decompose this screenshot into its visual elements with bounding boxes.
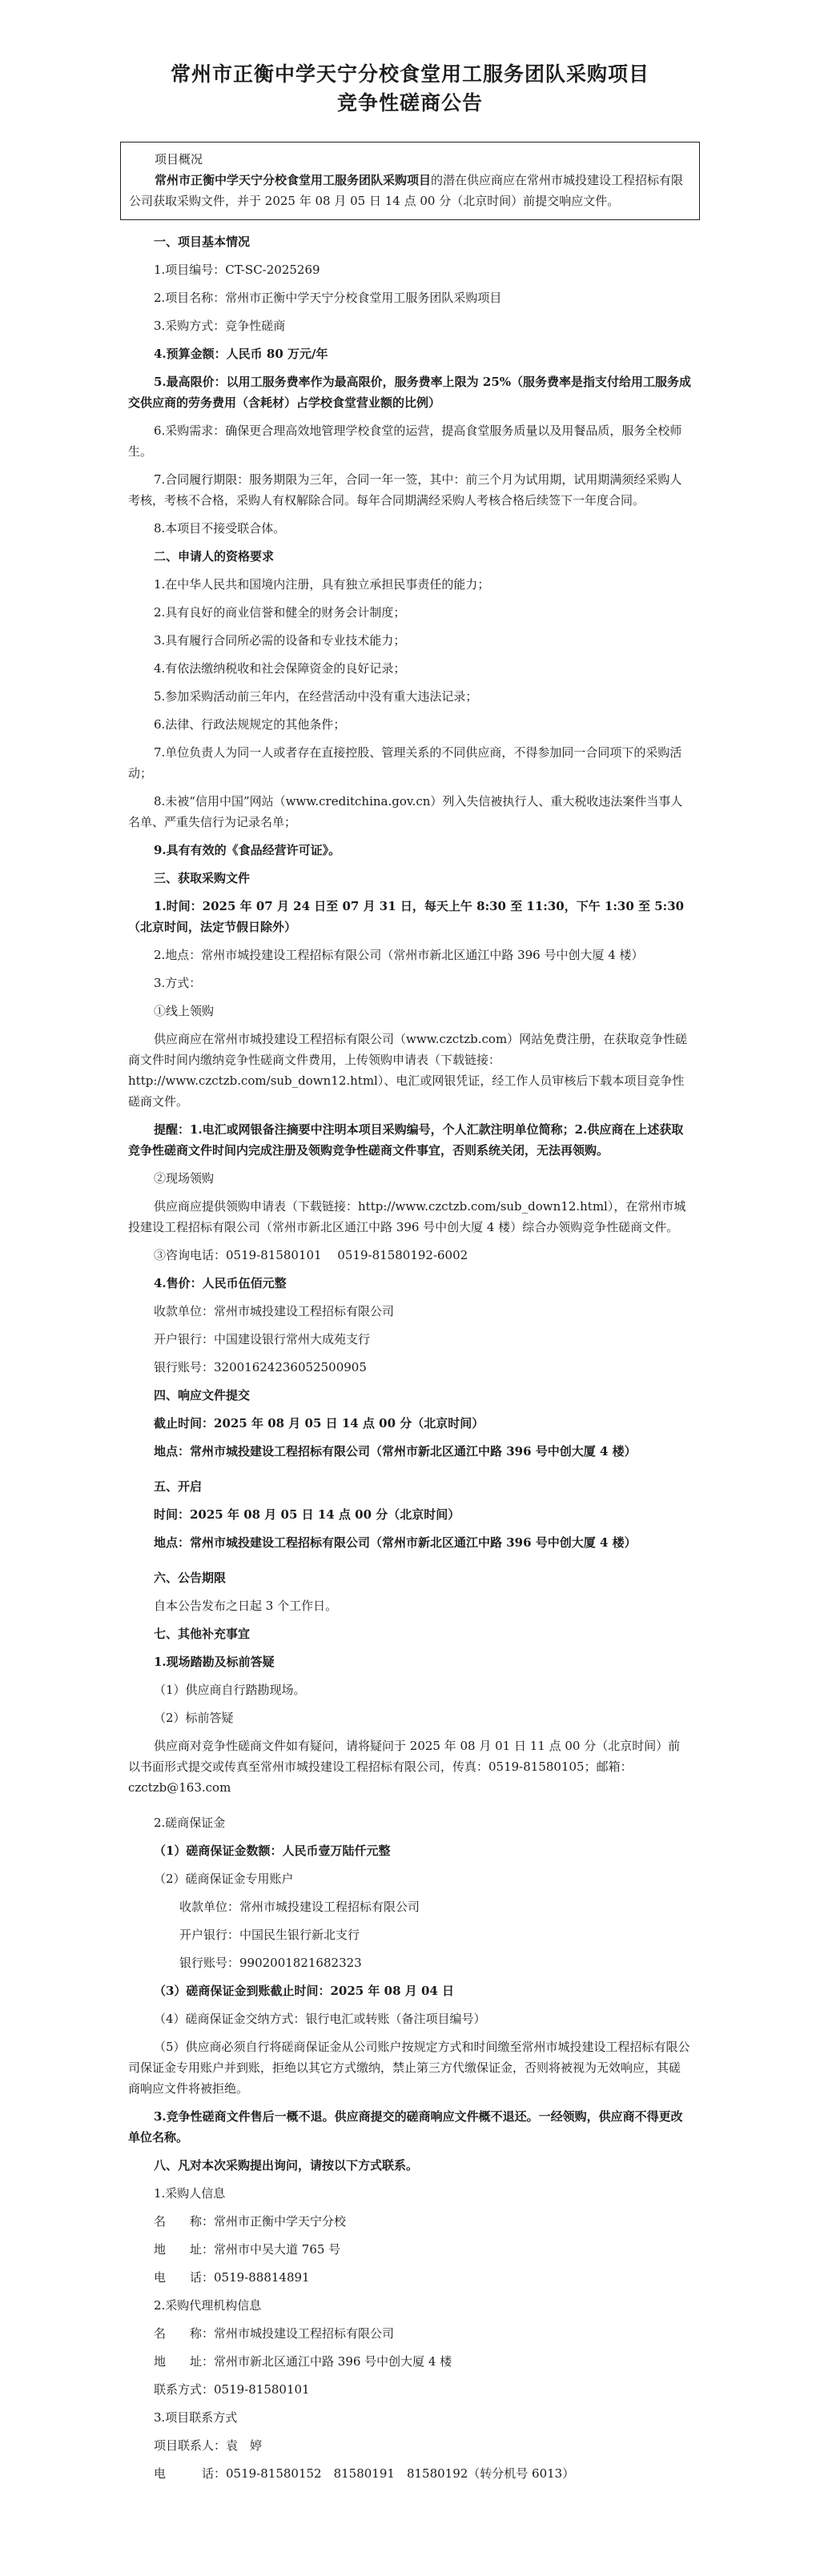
paragraph: ③咨询电话：0519-81580101 0519-81580192-6002: [154, 1248, 468, 1262]
paragraph: 供应商应提供领购申请表（下载链接：http://www.czctzb.com/sub_down12.html），在常州市城投建设工程招标有限公司（常州市新北区通江中路 396 号中创大厦 4 楼）综合办领购竞争性磋商文件。: [128, 1199, 686, 1234]
section-heading: 一、项目基本情况: [154, 235, 251, 249]
paragraph: 8.未被“信用中国”网站（www.creditchina.gov.cn）列入失信被执行人、重大税收违法案件当事人名单、严重失信行为记录名单；: [128, 794, 683, 829]
paragraph: 时间：2025 年 08 月 05 日 14 点 00 分（北京时间）: [154, 1507, 460, 1522]
paragraph: （2）标前答疑: [154, 1711, 234, 1725]
paragraph: 地点：常州市城投建设工程招标有限公司（常州市新北区通江中路 396 号中创大厦 4 楼）: [154, 1535, 637, 1550]
paragraph: 1.项目编号：CT-SC-2025269: [154, 263, 320, 277]
announcement-body: [120, 231, 700, 2484]
paragraph: 提醒：1.电汇或网银备注摘要中注明本项目采购编号，个人汇款注明单位简称；2.供应商在上述获取竞争性磋商文件时间内完成注册及领购竞争性磋商文件事宜，否则系统关闭，无法再领购。: [128, 1122, 684, 1158]
section-heading: 四、响应文件提交: [154, 1388, 251, 1402]
paragraph: 5.最高限价：以用工服务费率作为最高限价，服务费率上限为 25%（服务费率是指支付给用工服务成交供应商的劳务费用（含耗材）占学校食堂营业额的比例）: [128, 375, 692, 410]
section-heading: 三、获取采购文件: [154, 871, 251, 885]
paragraph: 供应商对竞争性磋商文件如有疑问，请将疑问于 2025 年 08 月 01 日 11 点 00 分（北京时间）前以书面形式提交或传真至常州市城投建设工程招标有限公司，传真：0519-81580105；邮箱：czctzb@163.com: [128, 1739, 681, 1795]
paragraph: 4.有依法缴纳税收和社会保障资金的良好记录；: [154, 661, 406, 676]
section-heading: 八、凡对本次采购提出询问，请按以下方式联系。: [154, 2158, 419, 2173]
contact-line: 名 称：常州市城投建设工程招标有限公司: [154, 2326, 395, 2341]
paragraph: （1）磋商保证金数额：人民币壹万陆仟元整: [154, 1844, 391, 1858]
paragraph: 1.现场踏勘及标前答疑: [154, 1655, 275, 1669]
overview-text-end: 前提交响应文件。: [523, 194, 620, 208]
paragraph: 银行账号：9902001821682323: [179, 1956, 362, 1970]
paragraph: （1）供应商自行踏勘现场。: [154, 1683, 306, 1697]
contact-line: 联系方式：0519-81580101: [154, 2382, 310, 2397]
paragraph: 3.具有履行合同所必需的设备和专业技术能力；: [154, 633, 406, 648]
paragraph: （4）磋商保证金交纳方式：银行电汇或转账（备注项目编号）: [154, 2012, 486, 2026]
paragraph: 9.具有有效的《食品经营许可证》。: [154, 843, 341, 857]
paragraph: 收款单位：常州市城投建设工程招标有限公司: [154, 1304, 395, 1318]
paragraph: 2.项目名称：常州市正衡中学天宁分校食堂用工服务团队采购项目: [154, 291, 502, 305]
paragraph: 供应商应在常州市城投建设工程招标有限公司（www.czctzb.com）网站免费注册，在获取竞争性磋商文件时间内缴纳竞争性磋商文件费用，上传领购申请表（下载链接：http://www.czctzb.com/sub_down12.html）、电汇或网银凭证，经工作人员审核后下载本项目竞争性磋商文件。: [128, 1032, 688, 1109]
overview-text-mid: 的潜在供应商应在常州市城投建设工程招标有限公司获取采购文件，并于 2025 年 08 月 05 日 14 点 00 分（北京时间）: [129, 173, 684, 208]
paragraph: 收款单位：常州市城投建设工程招标有限公司: [179, 1900, 420, 1914]
paragraph: 1.时间：2025 年 07 月 24 日至 07 月 31 日，每天上午 8:30 至 11:30，下午 1:30 至 5:30（北京时间，法定节假日除外）: [128, 899, 685, 934]
paragraph: 2.地点：常州市城投建设工程招标有限公司（常州市新北区通江中路 396 号中创大厦 4 楼）: [154, 948, 644, 962]
paragraph: 开户银行：中国民生银行新北支行: [179, 1928, 360, 1942]
paragraph: 3.采购方式：竞争性磋商: [154, 319, 286, 333]
paragraph: 地点：常州市城投建设工程招标有限公司（常州市新北区通江中路 396 号中创大厦 4 楼）: [154, 1444, 637, 1459]
paragraph: 自本公告发布之日起 3 个工作日。: [154, 1599, 338, 1613]
contact-line: 电 话：0519-81580152 81580191 81580192（转分机号 6013）: [154, 2466, 575, 2481]
section-heading: 五、开启: [154, 1479, 203, 1494]
contact-line: 电 话：0519-88814891: [154, 2270, 310, 2285]
title-line-2: 竞争性磋商公告: [336, 91, 483, 114]
contact-line: 项目联系人：袁 婷: [154, 2438, 263, 2453]
paragraph: 1.在中华人民共和国境内注册，具有独立承担民事责任的能力；: [154, 577, 490, 592]
contact-line: 地 址：常州市中吴大道 765 号: [154, 2242, 341, 2257]
title-line-1: 常州市正衡中学天宁分校食堂用工服务团队采购项目: [170, 62, 649, 86]
paragraph: （3）磋商保证金到账截止时间：2025 年 08 月 04 日: [154, 1984, 455, 1998]
contact-line: 地 址：常州市新北区通江中路 396 号中创大厦 4 楼: [154, 2354, 452, 2369]
paragraph: ①线上领购: [154, 1004, 215, 1018]
paragraph: 6.法律、行政法规规定的其他条件；: [154, 717, 346, 732]
paragraph: 3.竞争性磋商文件售后一概不退。供应商提交的磋商响应文件概不退还。一经领购，供应商不得更改单位名称。: [128, 2109, 683, 2145]
contact-line: 名 称：常州市正衡中学天宁分校: [154, 2214, 347, 2229]
paragraph: （2）磋商保证金专用账户: [154, 1872, 294, 1886]
paragraph: 银行账号：32001624236052500905: [154, 1360, 367, 1374]
section-heading: 七、其他补充事宜: [154, 1627, 251, 1641]
paragraph: 2.具有良好的商业信誉和健全的财务会计制度；: [154, 605, 406, 620]
paragraph: 4.售价：人民币伍佰元整: [154, 1276, 287, 1290]
paragraph: 1.采购人信息: [154, 2186, 226, 2201]
paragraph: （5）供应商必须自行将磋商保证金从公司账户按规定方式和时间缴至常州市城投建设工程招标有限公司保证金专用账户并到账，拒绝以其它方式缴纳，禁止第三方代缴保证金，否则将被视为无效响应，其磋商响应文件将被拒绝。: [128, 2040, 690, 2096]
paragraph: 7.合同履行期限：服务期限为三年，合同一年一签，其中：前三个月为试用期，试用期满须经采购人考核，考核不合格，采购人有权解除合同。每年合同期满经采购人考核合格后续签下一年度合同。: [128, 472, 682, 508]
paragraph: 6.采购需求：确保更合理高效地管理学校食堂的运营，提高食堂服务质量以及用餐品质，服务全校师生。: [128, 423, 682, 459]
section-heading: 六、公告期限: [154, 1571, 227, 1585]
paragraph: 3.方式：: [154, 976, 202, 990]
paragraph: 7.单位负责人为同一人或者存在直接控股、管理关系的不同供应商，不得参加同一合同项下的采购活动；: [128, 745, 682, 780]
paragraph: 8.本项目不接受联合体。: [154, 521, 286, 536]
section-heading: 二、申请人的资格要求: [154, 549, 275, 564]
paragraph: 开户银行：中国建设银行常州大成苑支行: [154, 1332, 371, 1346]
paragraph: 2.磋商保证金: [154, 1816, 226, 1830]
paragraph: 5.参加采购活动前三年内，在经营活动中没有重大违法记录；: [154, 689, 478, 704]
overview-text: [129, 170, 691, 211]
paragraph: ②现场领购: [154, 1171, 215, 1186]
overview-label: 项目概况: [155, 152, 203, 167]
paragraph: 4.预算金额：人民币 80 万元/年: [154, 347, 328, 361]
document-title: [120, 60, 700, 118]
project-overview-box: [120, 142, 700, 220]
paragraph: 3.项目联系方式: [154, 2410, 238, 2425]
paragraph: 2.采购代理机构信息: [154, 2298, 262, 2313]
paragraph: 截止时间：2025 年 08 月 05 日 14 点 00 分（北京时间）: [154, 1416, 484, 1430]
overview-project-name: 常州市正衡中学天宁分校食堂用工服务团队采购项目: [155, 173, 432, 187]
